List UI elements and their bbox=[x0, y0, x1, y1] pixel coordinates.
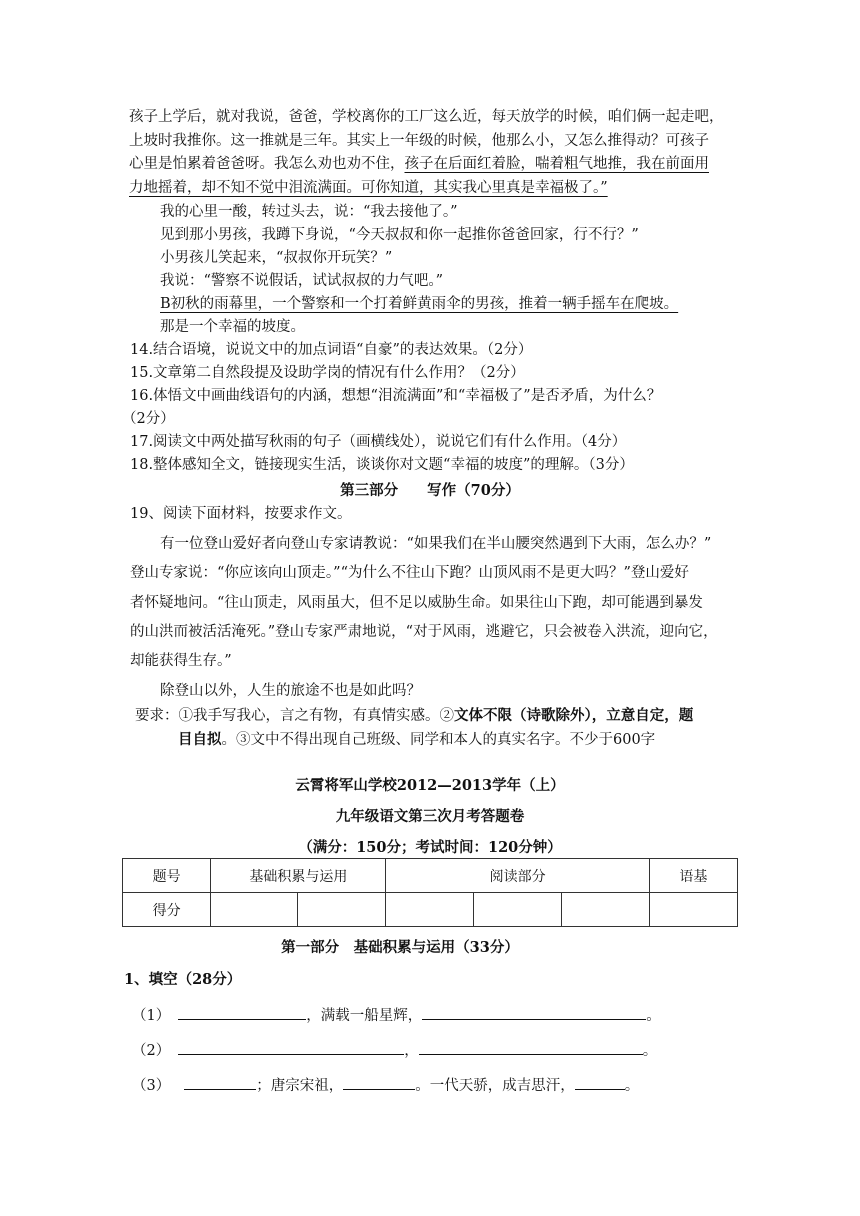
story-line-2: 上坡时我推你。这一推就是三年。其实上一年级的时候，他那么小，又怎么推得动？可孩子 bbox=[129, 133, 709, 149]
story-line-6: 见到那小男孩，我蹲下身说，“今天叔叔和你一起推你爸爸回家，行不行？” bbox=[160, 227, 639, 243]
question-15: 15.文章第二自然段提及设助学岗的情况有什么作用？（2分） bbox=[130, 365, 525, 381]
answer-sheet-score-info: （满分：150分；考试时间：120分钟） bbox=[298, 839, 562, 856]
score-cell[interactable] bbox=[561, 893, 649, 927]
question-18: 18.整体感知全文，链接现实生活，谈谈你对文题“幸福的坡度”的理解。（3分） bbox=[130, 457, 634, 473]
score-cell[interactable] bbox=[211, 893, 298, 927]
fill-2-end: 。 bbox=[642, 1043, 658, 1059]
blank-3a[interactable] bbox=[184, 1075, 256, 1090]
story-line-5: 我的心里一酸，转过头去，说：“我去接他了。” bbox=[160, 204, 458, 220]
question-17: 17.阅读文中两处描写秋雨的句子（画横线处），说说它们有什么作用。（4分） bbox=[130, 434, 627, 450]
blank-1b[interactable] bbox=[422, 1005, 646, 1020]
fill-3-number: （3） bbox=[132, 1078, 171, 1094]
fill-2-text: ， bbox=[404, 1043, 419, 1059]
fill-3-text-a: ；唐宗宋祖， bbox=[256, 1078, 344, 1094]
fill-2-number: （2） bbox=[132, 1043, 171, 1059]
fill-3-text-b: 。一代天骄，成吉思汗， bbox=[415, 1078, 575, 1094]
fill-row-3 bbox=[132, 1075, 639, 1096]
material-line-6: 除登山以外，人生的旅途不也是如此吗？ bbox=[160, 683, 421, 699]
story-line-10: 那是一个幸福的坡度。 bbox=[160, 319, 305, 335]
question-1-fill-blank: 1、填空（28分） bbox=[124, 971, 242, 988]
requirements-line-2 bbox=[178, 730, 655, 750]
question-19: 19、阅读下面材料，按要求作文。 bbox=[130, 506, 352, 522]
question-16: 16.体悟文中画曲线语句的内涵，想想“泪流满面”和“幸福极了”是否矛盾，为什么？ bbox=[130, 388, 662, 404]
score-table bbox=[122, 858, 738, 927]
fill-1-number: （1） bbox=[132, 1008, 171, 1024]
score-table-header-row bbox=[123, 859, 738, 893]
blank-2b[interactable] bbox=[419, 1040, 643, 1055]
fill-1-end: 。 bbox=[646, 1008, 661, 1024]
material-line-5: 却能获得生存。” bbox=[130, 653, 232, 669]
story-line-3 bbox=[129, 154, 709, 174]
story-line-7: 小男孩儿笑起来，“叔叔你开玩笑？” bbox=[160, 250, 393, 266]
score-cell[interactable] bbox=[473, 893, 561, 927]
requirements-prefix: 要求：①我手写我心，言之有物，有真情实感。② bbox=[135, 708, 454, 724]
header-reading-section: 阅读部分 bbox=[386, 859, 649, 893]
fill-row-2 bbox=[132, 1040, 657, 1061]
material-line-1: 有一位登山爱好者向登山专家请教说：“如果我们在半山腰突然遇到下大雨，怎么办？” bbox=[160, 536, 712, 552]
blank-1a[interactable] bbox=[178, 1005, 306, 1020]
answer-sheet-school-title: 云霄将军山学校2012—2013学年（上） bbox=[295, 777, 565, 794]
header-basic-section: 基础积累与运用 bbox=[211, 859, 386, 893]
fill-3-end: 。 bbox=[624, 1078, 640, 1094]
blank-3c[interactable] bbox=[575, 1075, 625, 1090]
part3-heading: 第三部分 写作（70分） bbox=[340, 482, 520, 499]
story-line-4 bbox=[129, 178, 608, 198]
curved-underline-sentence-2: 力地摇着，却不知不觉中泪流满面。可你知道，其实我心里真是幸福极了。” bbox=[129, 180, 608, 196]
header-question-number: 题号 bbox=[123, 859, 211, 893]
blank-3b[interactable] bbox=[343, 1075, 415, 1090]
material-line-2: 登山专家说：“你应该向山顶走。”“为什么不往山下跑？山顶风雨不是更大吗？”登山爱好 bbox=[130, 565, 689, 581]
curved-underline-sentence-1: 孩子在后面红着脸，喘着粗气地推，我在前面用 bbox=[404, 156, 709, 172]
score-cell[interactable] bbox=[386, 893, 473, 927]
question-16-points: （2分） bbox=[122, 411, 175, 427]
story-line-1: 孩子上学后，就对我说，爸爸，学校离你的工厂这么近，每天放学的时候，咱们俩一起走吧， bbox=[129, 109, 724, 125]
story-line-3-plain: 心里是怕累着爸爸呀。我怎么劝也劝不住， bbox=[129, 156, 405, 172]
score-cell[interactable] bbox=[649, 893, 737, 927]
score-cell[interactable] bbox=[298, 893, 386, 927]
requirements-rest: 。③文中不得出现自己班级、同学和本人的真实名字。不少于600字 bbox=[221, 732, 656, 748]
requirements-bold-1: 文体不限（诗歌除外），立意自定，题 bbox=[454, 707, 694, 724]
story-line-8: 我说：“警察不说假话，试试叔叔的力气吧。” bbox=[160, 273, 444, 289]
row-label-score: 得分 bbox=[123, 893, 211, 927]
question-14: 14.结合语境，说说文中的加点词语“自豪”的表达效果。（2分） bbox=[130, 342, 533, 358]
score-table-score-row bbox=[123, 893, 738, 927]
blank-2a[interactable] bbox=[178, 1040, 404, 1055]
material-line-4: 的山洪而被活活淹死。”登山专家严肃地说，“对于风雨，逃避它，只会被卷入洪流，迎向它， bbox=[130, 624, 718, 640]
material-line-3: 者怀疑地问。“往山顶走，风雨虽大，但不足以威胁生命。如果往山下跑，却可能遇到暴发 bbox=[130, 595, 703, 611]
answer-sheet-exam-title: 九年级语文第三次月考答题卷 bbox=[335, 808, 525, 825]
part1-heading: 第一部分 基础积累与运用（33分） bbox=[281, 939, 519, 956]
fill-1-text: ，满载一船星辉， bbox=[306, 1008, 423, 1024]
requirements-line-1 bbox=[135, 706, 693, 726]
rain-underline-sentence: B初秋的雨幕里，一个警察和一个打着鲜黄雨伞的男孩，推着一辆手摇车在爬坡。 bbox=[160, 296, 679, 312]
fill-row-1 bbox=[132, 1005, 661, 1026]
header-yuji: 语基 bbox=[649, 859, 737, 893]
requirements-bold-2: 目自拟 bbox=[178, 731, 222, 748]
